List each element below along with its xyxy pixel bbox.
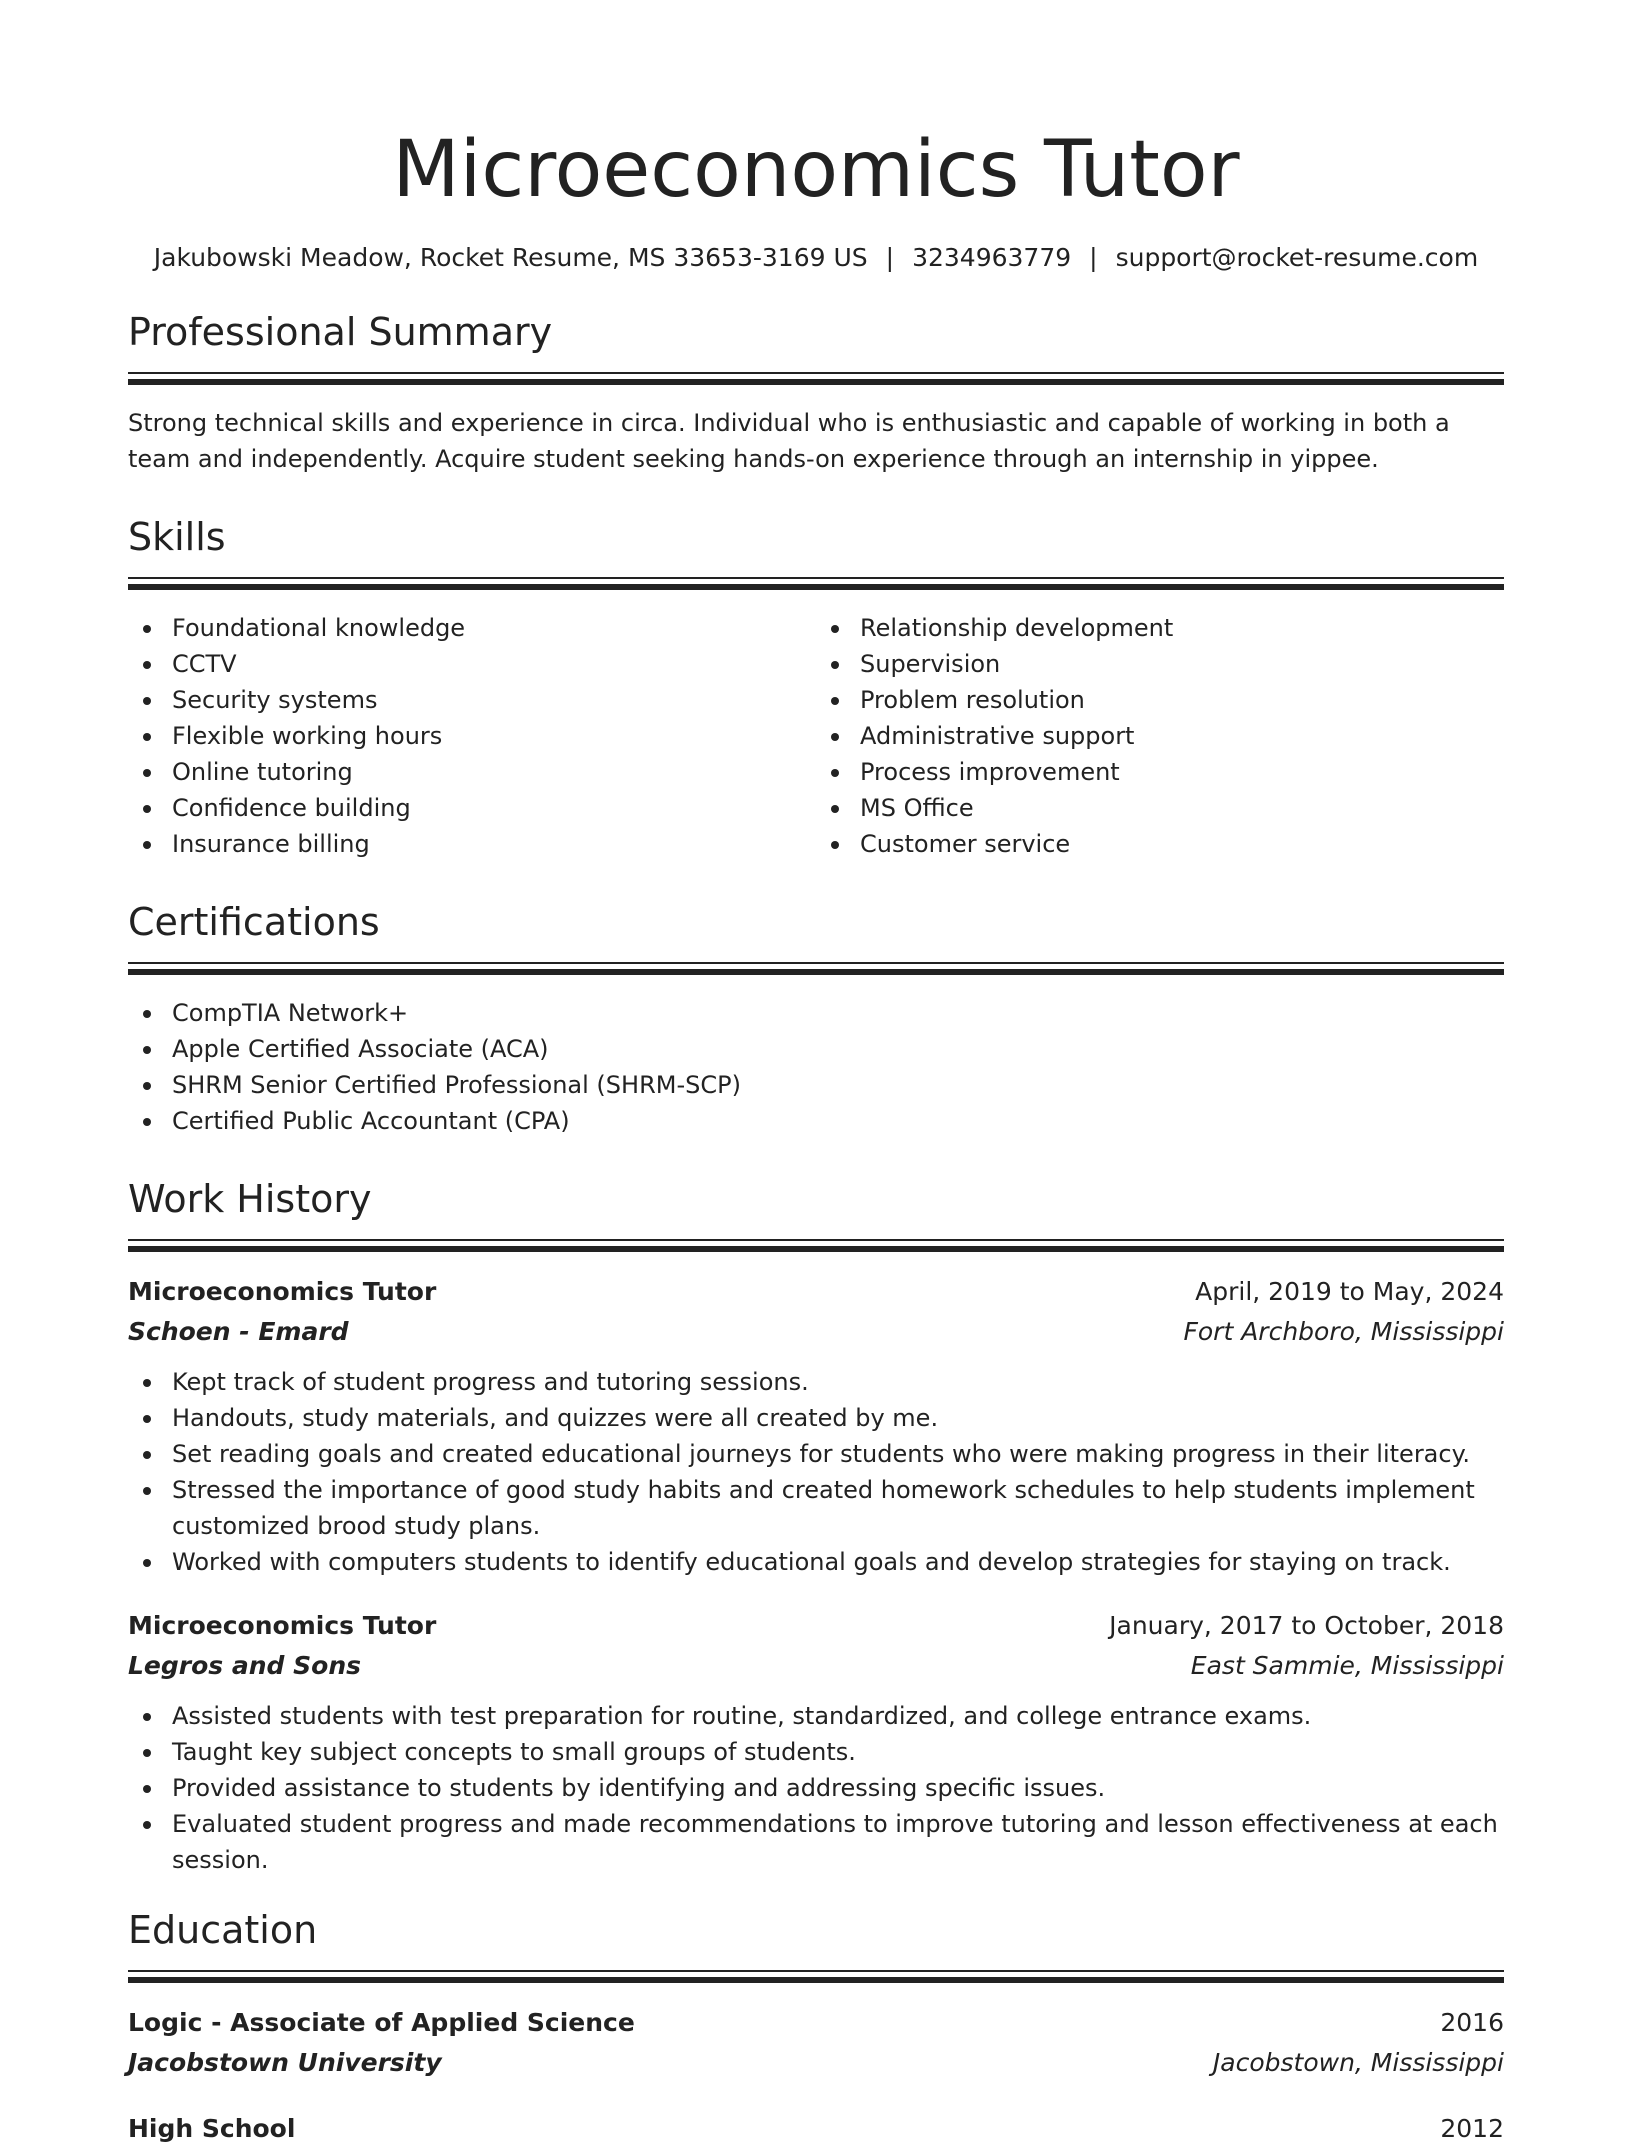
section-title-summary: Professional Summary xyxy=(128,310,553,354)
skill-item: Problem resolution xyxy=(816,682,1504,718)
education-section xyxy=(128,1904,1504,2149)
contact-email[interactable]: support@rocket-resume.com xyxy=(1115,243,1479,272)
section-divider xyxy=(128,577,1504,590)
job-bullet: Provided assistance to students by identifying and addressing specific issues. xyxy=(128,1770,1504,1806)
job-dates: April, 2019 to May, 2024 xyxy=(1195,1277,1504,1306)
section-title-education: Education xyxy=(128,1908,318,1952)
skill-item: Relationship development xyxy=(816,610,1504,646)
section-divider xyxy=(128,962,1504,975)
certifications-list xyxy=(128,995,1504,1139)
skill-item: Customer service xyxy=(816,826,1504,862)
job-bullet: Assisted students with test preparation for routine, standardized, and college entrance exams. xyxy=(128,1698,1504,1734)
skill-item: CCTV xyxy=(128,646,816,682)
job-company: Schoen - Emard xyxy=(128,1317,349,1346)
skills-list-right xyxy=(816,610,1504,862)
contact-address: Jakubowski Meadow, Rocket Resume, MS 33653-3169 US xyxy=(153,243,868,272)
certification-item: Certified Public Accountant (CPA) xyxy=(128,1103,1504,1139)
skill-item: Confidence building xyxy=(128,790,816,826)
job-location: East Sammie, Mississippi xyxy=(1190,1651,1504,1680)
job-bullet: Worked with computers students to identify educational goals and develop strategies for staying on track. xyxy=(128,1544,1504,1580)
job-bullet: Stressed the importance of good study habits and created homework schedules to help students implement customized brood study plans. xyxy=(128,1472,1504,1544)
resume-name: Microeconomics Tutor xyxy=(392,125,1240,215)
section-title-skills: Skills xyxy=(128,515,226,559)
section-divider xyxy=(128,1970,1504,1983)
certification-item: CompTIA Network+ xyxy=(128,995,1504,1031)
job-bullet: Taught key subject concepts to small groups of students. xyxy=(128,1734,1504,1770)
skills-list-left xyxy=(128,610,816,862)
education-year: 2016 xyxy=(1440,2008,1504,2037)
section-title-work-history: Work History xyxy=(128,1177,372,1221)
education-entry xyxy=(128,2003,1504,2083)
education-year: 2012 xyxy=(1440,2114,1504,2143)
contact-separator: | xyxy=(1089,243,1098,272)
education-entry xyxy=(128,2109,1504,2149)
summary-section xyxy=(128,306,1504,477)
job-bullet: Handouts, study materials, and quizzes were all created by me. xyxy=(128,1400,1504,1436)
skill-item: Security systems xyxy=(128,682,816,718)
job-bullet: Kept track of student progress and tutoring sessions. xyxy=(128,1364,1504,1400)
contact-separator: | xyxy=(885,243,895,272)
skill-item: Foundational knowledge xyxy=(128,610,816,646)
section-divider xyxy=(128,1239,1504,1252)
certification-item: SHRM Senior Certified Professional (SHRM-SCP) xyxy=(128,1067,1504,1103)
skill-item: Flexible working hours xyxy=(128,718,816,754)
skill-item: Supervision xyxy=(816,646,1504,682)
certifications-section xyxy=(128,896,1504,1139)
skill-item: Administrative support xyxy=(816,718,1504,754)
job-title: Microeconomics Tutor xyxy=(128,1611,437,1640)
education-location: Jacobstown, Mississippi xyxy=(1212,2048,1504,2077)
skill-item: Process improvement xyxy=(816,754,1504,790)
certification-item: Apple Certified Associate (ACA) xyxy=(128,1031,1504,1067)
summary-text: Strong technical skills and experience in circa. Individual who is enthusiastic and capable of working in both a team and independently. Acquire student seeking hands-on experience through an internship in yippee. xyxy=(128,409,1450,473)
section-divider xyxy=(128,372,1504,385)
skill-item: MS Office xyxy=(816,790,1504,826)
job-bullets xyxy=(128,1698,1504,1878)
job-entry xyxy=(128,1272,1504,1580)
contact-line xyxy=(128,240,1504,276)
contact-phone: 3234963779 xyxy=(912,243,1072,272)
job-entry xyxy=(128,1606,1504,1878)
skill-item: Insurance billing xyxy=(128,826,816,862)
job-dates: January, 2017 to October, 2018 xyxy=(1109,1611,1504,1640)
education-school: Jacobstown University xyxy=(128,2048,442,2077)
job-title: Microeconomics Tutor xyxy=(128,1277,437,1306)
job-bullet: Set reading goals and created educational journeys for students who were making progress in their literacy. xyxy=(128,1436,1504,1472)
job-bullet: Evaluated student progress and made recommendations to improve tutoring and lesson effectiveness at each session. xyxy=(128,1806,1504,1878)
skills-section xyxy=(128,511,1504,862)
section-title-certifications: Certifications xyxy=(128,900,380,944)
skill-item: Online tutoring xyxy=(128,754,816,790)
job-bullets xyxy=(128,1364,1504,1580)
education-degree: Logic - Associate of Applied Science xyxy=(128,2008,635,2037)
work-history-section xyxy=(128,1173,1504,1878)
job-location: Fort Archboro, Mississippi xyxy=(1183,1317,1504,1346)
job-company: Legros and Sons xyxy=(128,1651,361,1680)
education-degree: High School xyxy=(128,2114,296,2143)
